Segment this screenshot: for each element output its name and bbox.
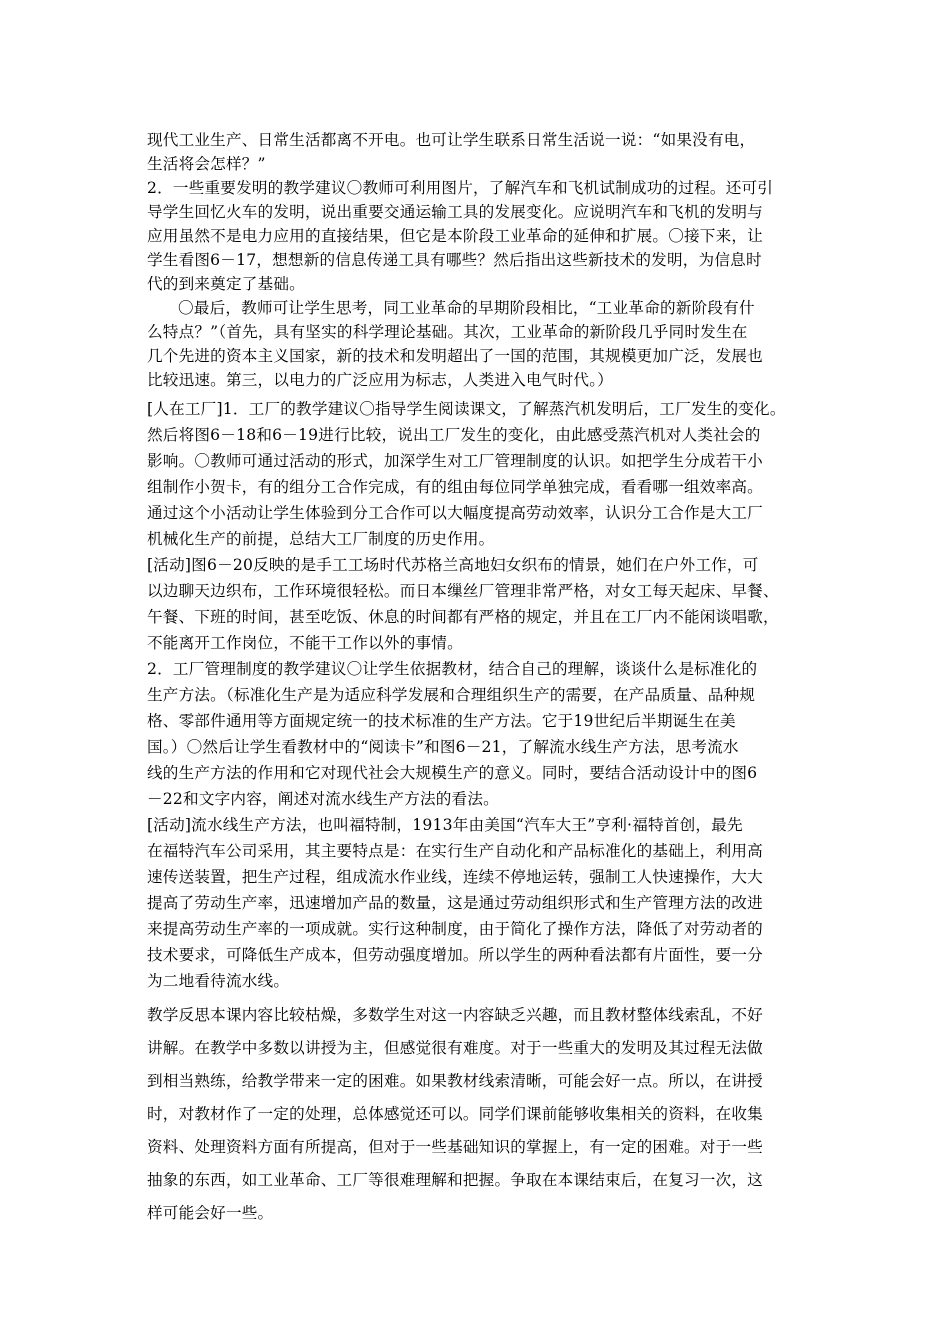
text-line: 午餐、下班的时间，甚至吃饭、休息的时间都有严格的规定，并且在工厂内不能闲谈唱歌， [147,608,779,626]
text-line: 生活将会怎样？” [147,155,266,173]
text-line: 在福特汽车公司采用，其主要特点是：在实行生产自动化和产品标准化的基础上，利用高 [147,842,763,860]
text-line: 到相当熟练，给教学带来一定的困难。如果教材线索清晰，可能会好一点。所以，在讲授 [147,1072,763,1090]
text-line: 提高了劳动生产率，迅速增加产品的数量，这是通过劳动组织形式和生产管理方法的改进 [147,894,763,912]
text-line: 代的到来奠定了基础。 [147,275,305,293]
text-line: 速传送装置，把生产过程，组成流水作业线，连续不停地运转，强制工人快速操作，大大 [147,868,763,886]
text-line: 线的生产方法的作用和它对现代社会大规模生产的意义。同时，要结合活动设计中的图6 [147,764,758,782]
text-line: 然后将图6－18和6－19进行比较，说出工厂发生的变化，由此感受蒸汽机对人类社会的 [147,426,761,444]
text-line: 以边聊天边织布，工作环境很轻松。而日本缫丝厂管理非常严格，对女工每天起床、早餐、 [147,582,779,600]
text-line: 抽象的东西，如工业革命、工厂等很难理解和把握。争取在本课结束后，在复习一次，这 [147,1171,763,1189]
text-line: 来提高劳动生产率的一项成就。实行这种制度，由于简化了操作方法，降低了对劳动者的 [147,920,763,938]
text-line: 影响。〇教师可通过活动的形式，加深学生对工厂管理制度的认识。如把学生分成若干小 [147,452,763,470]
text-line: [人在工厂]1．工厂的教学建议〇指导学生阅读课文，了解蒸汽机发明后，工厂发生的变化。 [147,400,786,418]
text-line: 应用虽然不是电力应用的直接结果，但它是本阶段工业革命的延伸和扩展。〇接下来，让 [147,227,763,245]
text-line: 为二地看待流水线。 [147,972,290,990]
text-line: －22和文字内容，阐述对流水线生产方法的看法。 [147,790,499,808]
text-line: 时，对教材作了一定的处理，总体感觉还可以。同学们课前能够收集相关的资料，在收集 [147,1105,763,1123]
text-line: 么特点？”（首先，具有坚实的科学理论基础。其次，工业革命的新阶段几乎同时发生在 [147,323,748,341]
text-line: 2．工厂管理制度的教学建议〇让学生依据教材，结合自己的理解，谈谈什么是标准化的 [147,660,758,678]
text-line: 比较迅速。第三，以电力的广泛应用为标志，人类进入电气时代。） [147,371,614,389]
text-line: [活动]流水线生产方法，也叫福特制，1913年由美国“汽车大王”亨利·福特首创，最先 [147,816,743,834]
text-line: [活动]图6－20反映的是手工工场时代苏格兰高地妇女织布的情景，她们在户外工作，可 [147,556,759,574]
text-line: 导学生回忆火车的发明，说出重要交通运输工具的发展变化。应说明汽车和飞机的发明与 [147,203,763,221]
text-line: 格、零部件通用等方面规定统一的技术标准的生产方法。它于19世纪后半期诞生在美 [147,712,736,730]
text-line: 不能离开工作岗位，不能干工作以外的事情。 [147,634,463,652]
text-line: 资料、处理资料方面有所提高，但对于一些基础知识的掌握上，有一定的困难。对于一些 [147,1138,763,1156]
text-line: 几个先进的资本主义国家，新的技术和发明超出了一国的范围，其规模更加广泛，发展也 [147,347,763,365]
text-line: 2．一些重要发明的教学建议〇教师可利用图片，了解汽车和飞机试制成功的过程。还可引 [147,179,774,197]
text-line: 〇最后，教师可让学生思考，同工业革命的早期阶段相比，“工业革命的新阶段有什 [178,299,755,317]
text-line: 组制作小贺卡，有的组分工合作完成，有的组由每位同学单独完成，看看哪一组效率高。 [147,478,763,496]
text-line: 学生看图6－17，想想新的信息传递工具有哪些？然后指出这些新技术的发明，为信息时 [147,251,762,269]
text-line: 现代工业生产、日常生活都离不开电。也可让学生联系日常生活说一说：“如果没有电， [147,131,756,149]
text-line: 生产方法。（标准化生产是为适应科学发展和合理组织生产的需要，在产品质量、品种规 [147,686,756,704]
text-line: 国。）〇然后让学生看教材中的“阅读卡”和图6－21，了解流水线生产方法，思考流水 [147,738,739,756]
text-line: 技术要求，可降低生产成本，但劳动强度增加。所以学生的两种看法都有片面性，要一分 [147,946,763,964]
text-line: 机械化生产的前提，总结大工厂制度的历史作用。 [147,530,495,548]
text-line: 教学反思本课内容比较枯燥，多数学生对这一内容缺乏兴趣，而且教材整体线索乱，不好 [147,1006,763,1024]
text-line: 样可能会好一些。 [147,1204,274,1222]
text-line: 讲解。在教学中多数以讲授为主，但感觉很有难度。对于一些重大的发明及其过程无法做 [147,1039,763,1057]
text-line: 通过这个小活动让学生体验到分工合作可以大幅度提高劳动效率，认识分工合作是大工厂 [147,504,763,522]
